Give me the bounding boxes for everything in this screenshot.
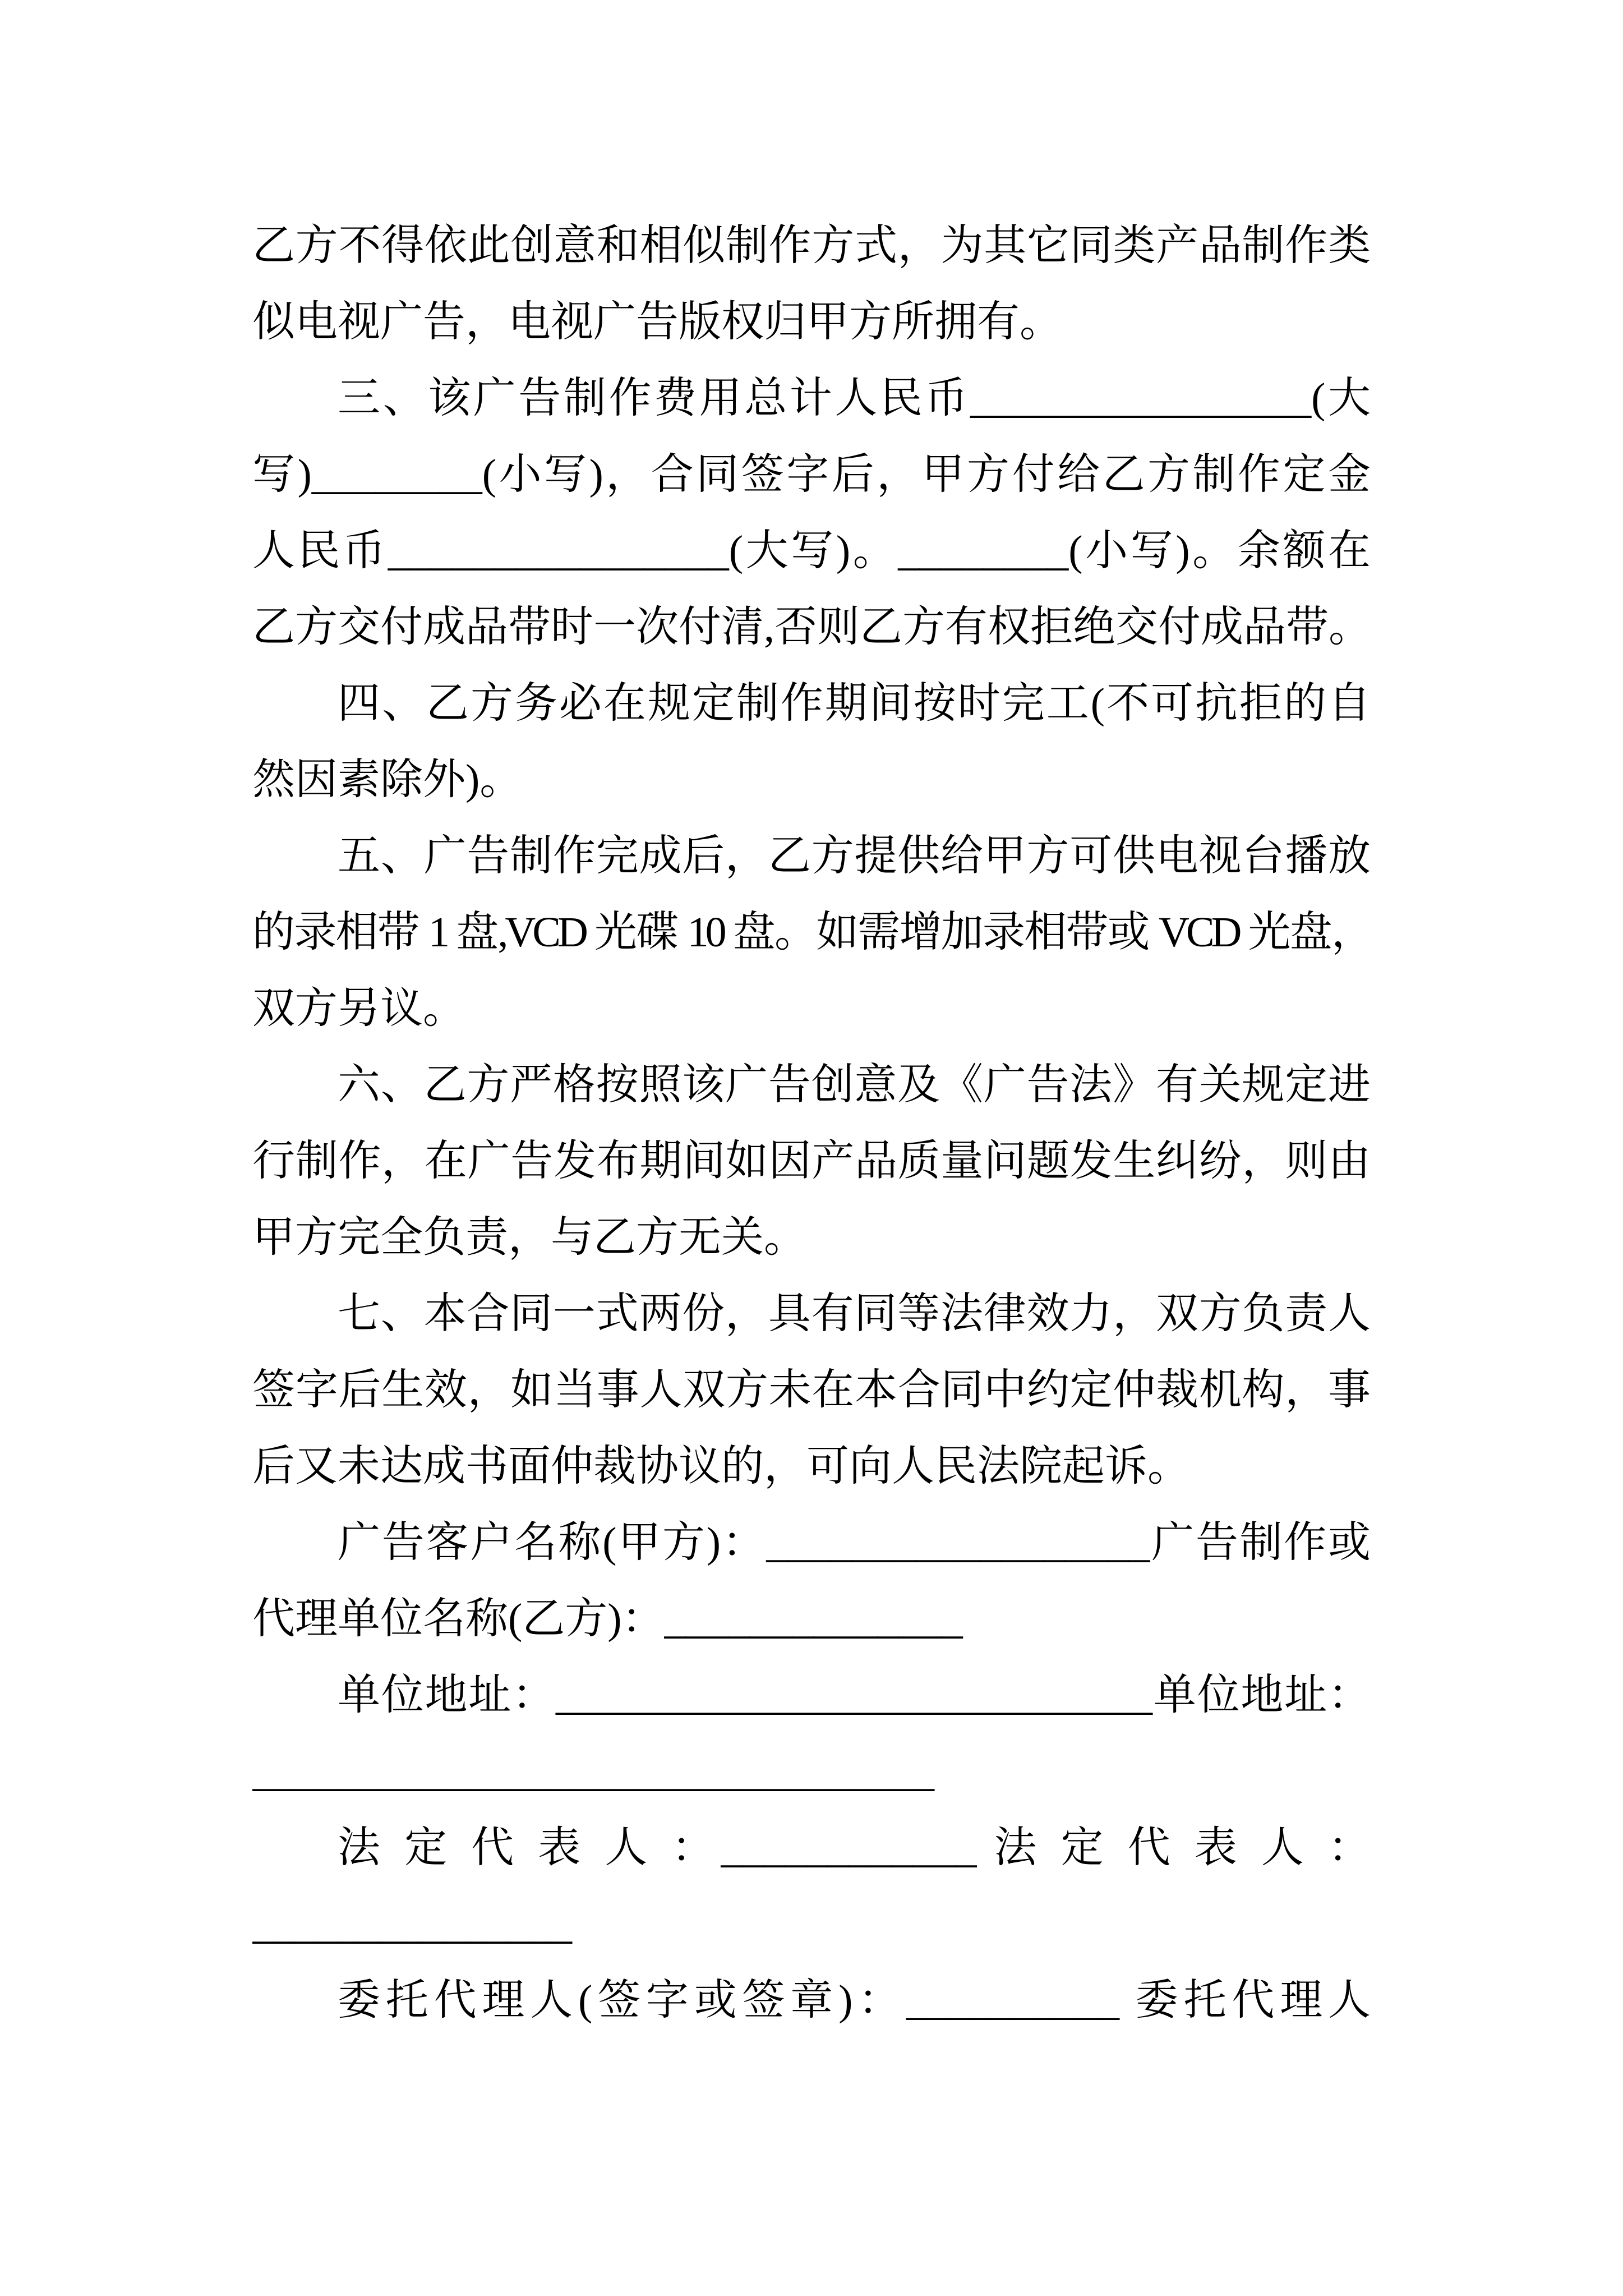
contract-line: 签字后生效，如当事人双方未在本合同中约定仲裁机构，事: [252, 1366, 1371, 1414]
contract-line: 乙方交付成品带时一次付清,否则乙方有权拒绝交付成品带。: [252, 604, 1371, 651]
contract-line: 后又未达成书面仲裁协议的，可向人民法院起诉。: [252, 1443, 1190, 1490]
contract-line-unit-address: 单位地址：____________________________单位地址：: [338, 1672, 1371, 1719]
contract-line: 甲方完全负责，与乙方无关。: [252, 1214, 806, 1261]
contract-line-entrusted-agent: 委托代理人(签字或签章)：__________ 委托代理人: [338, 1977, 1371, 2024]
contract-line-clause-4: 四、乙方务必在规定制作期间按时完工(不可抗拒的自: [338, 680, 1371, 727]
contract-line-party-b-name: 代理单位名称(乙方)：______________: [252, 1595, 963, 1642]
contract-line-legal-representative: 法 定 代 表 人 ：____________ 法 定 代 表 人 ：: [338, 1824, 1371, 1871]
contract-line: 然因素除外)。: [252, 756, 523, 803]
contract-line-party-a-name: 广告客户名称(甲方)：__________________广告制作或: [338, 1519, 1371, 1566]
contract-line-clause-3: 三、该广告制作费用总计人民币________________(大: [338, 375, 1371, 422]
contract-line: 写)________(小写)，合同签字后，甲方付给乙方制作定金: [252, 451, 1371, 498]
contract-line-clause-5: 五、广告制作完成后，乙方提供给甲方可供电视台播放: [338, 832, 1371, 880]
contract-line: 乙方不得依此创意和相似制作方式，为其它同类产品制作类: [252, 222, 1371, 269]
contract-line: 的录相带 1 盘,VCD 光碟 10 盘。如需增加录相带或 VCD 光盘，: [252, 909, 1371, 956]
contract-line: 似电视广告，电视广告版权归甲方所拥有。: [252, 298, 1062, 346]
contract-line-clause-6: 六、乙方严格按照该广告创意及《广告法》有关规定进: [338, 1061, 1371, 1108]
contract-line-representative-blank: _______________: [252, 1901, 572, 1948]
contract-line-clause-7: 七、本合同一式两份，具有同等法律效力，双方负责人: [338, 1290, 1371, 1337]
contract-line: 双方另议。: [252, 985, 465, 1032]
contract-line: 行制作，在广告发布期间如因产品质量问题发生纠纷，则由: [252, 1138, 1371, 1185]
contract-line: 人民币________________(大写)。________(小写)。余额在: [252, 527, 1371, 574]
contract-line-address-blank: ________________________________: [252, 1748, 934, 1795]
